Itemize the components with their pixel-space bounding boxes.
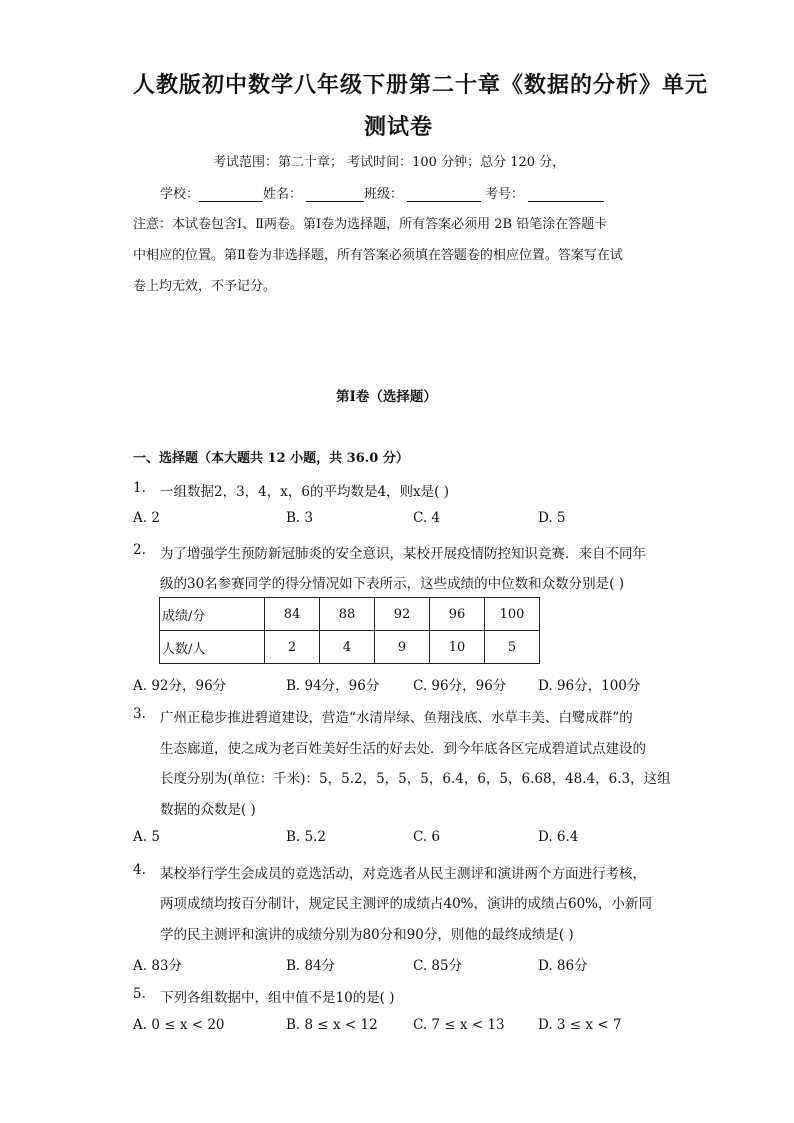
page-title: 人教版初中数学八年级下册第二十章《数据的分析》单元 [133,72,709,98]
page-title-line2: 测试卷 [364,114,434,140]
table-cell: 5 [485,631,540,664]
question-2-text-line-2: 级的30名参赛同学的得分情况如下表所示，这些成绩的中位数和众数分别是( ) [160,576,625,592]
question-4-text-line-3: 学的民主测评和演讲的成绩分别为80分和90分，则他的最终成绩是( ) [160,927,574,943]
volume-title: 第Ⅰ卷（选择题） [336,389,437,405]
question-5-number: 5. [133,986,146,1002]
table-cell: 成绩/分 [160,598,265,631]
question-3-text-line-3: 长度分别为(单位：千米)：5，5.2，5，5，5，6.4，6，5，6.68，48.4，6.3，这组 [160,771,671,787]
q5-option-d[interactable]: D. 3 ≤ x < 7 [538,1017,622,1033]
table-row [160,598,540,631]
number-label: 考号： [485,187,525,202]
table-cell: 9 [375,631,430,664]
table-cell: 84 [265,598,320,631]
table-cell: 96 [430,598,485,631]
table-cell: 92 [375,598,430,631]
student-info-fields [160,183,604,202]
table-cell: 10 [430,631,485,664]
question-2-text-line-1: 为了增强学生预防新冠肺炎的安全意识，某校开展疫情防控知识竞赛．来自不同年 [160,546,646,562]
q3-option-c[interactable]: C. 6 [413,829,441,845]
class-blank[interactable] [407,187,481,202]
question-1-text: 一组数据2，3，4，x，6的平均数是4，则x是( ) [160,484,449,500]
q3-option-a[interactable]: A. 5 [133,829,160,845]
q1-option-b[interactable]: B. 3 [286,510,314,526]
number-blank[interactable] [528,187,604,202]
q2-option-d[interactable]: D. 96分，100分 [538,678,641,694]
score-table [159,597,540,664]
q2-option-c[interactable]: C. 96分，96分 [413,678,507,694]
question-1-number: 1. [133,480,146,496]
question-4-text-line-1: 某校举行学生会成员的竞选活动，对竞选者从民主测评和演讲两个方面进行考核， [160,866,646,882]
q1-option-a[interactable]: A. 2 [133,510,160,526]
exam-info: 考试范围：第二十章； 考试时间：100 分钟；总分 120 分， [213,155,566,170]
q1-option-d[interactable]: D. 5 [538,510,566,526]
question-2-number: 2. [133,542,146,558]
table-cell: 2 [265,631,320,664]
question-3-text-line-1: 广州正稳步推进碧道建设，营造“水清岸绿、鱼翔浅底、水草丰美、白鹭成群”的 [160,710,633,726]
q4-option-b[interactable]: B. 84分 [286,958,336,974]
q3-option-b[interactable]: B. 5.2 [286,829,326,845]
note-line-2: 中相应的位置。第Ⅱ卷为非选择题，所有答案必须填在答题卷的相应位置。答案写在试 [133,248,623,263]
name-label: 姓名： [263,187,303,202]
note-line-1: 注意：本试卷包含Ⅰ、Ⅱ两卷。第Ⅰ卷为选择题，所有答案必须用 2B 铅笔涂在答题卡 [133,217,608,232]
q1-option-c[interactable]: C. 4 [413,510,441,526]
name-blank[interactable] [306,187,364,202]
q4-option-a[interactable]: A. 83分 [133,958,183,974]
table-row [160,631,540,664]
school-blank[interactable] [199,187,263,202]
question-3-text-line-4: 数据的众数是( ) [160,802,256,818]
q4-option-c[interactable]: C. 85分 [413,958,463,974]
class-label: 班级： [364,187,404,202]
question-4-number: 4. [133,862,146,878]
table-cell: 100 [485,598,540,631]
question-4-text-line-2: 两项成绩均按百分制计，规定民主测评的成绩占40%，演讲的成绩占60%，小新同 [160,896,653,912]
q2-option-a[interactable]: A. 92分，96分 [133,678,227,694]
table-cell: 88 [320,598,375,631]
part-title: 一、选择题（本大题共 12 小题，共 36.0 分） [133,451,409,466]
note-line-3: 卷上均无效，不予记分。 [133,279,277,294]
q5-option-b[interactable]: B. 8 ≤ x < 12 [286,1017,378,1033]
table-cell: 4 [320,631,375,664]
question-5-text: 下列各组数据中，组中值不是10的是( ) [160,990,395,1006]
q2-option-b[interactable]: B. 94分，96分 [286,678,380,694]
q4-option-d[interactable]: D. 86分 [538,958,588,974]
school-label: 学校： [160,187,200,202]
q5-option-a[interactable]: A. 0 ≤ x < 20 [133,1017,225,1033]
table-cell: 人数/人 [160,631,265,664]
q5-option-c[interactable]: C. 7 ≤ x < 13 [413,1017,505,1033]
q3-option-d[interactable]: D. 6.4 [538,829,579,845]
question-3-text-line-2: 生态廊道，使之成为老百姓美好生活的好去处．到今年底各区完成碧道试点建设的 [160,741,646,757]
question-3-number: 3. [133,706,146,722]
